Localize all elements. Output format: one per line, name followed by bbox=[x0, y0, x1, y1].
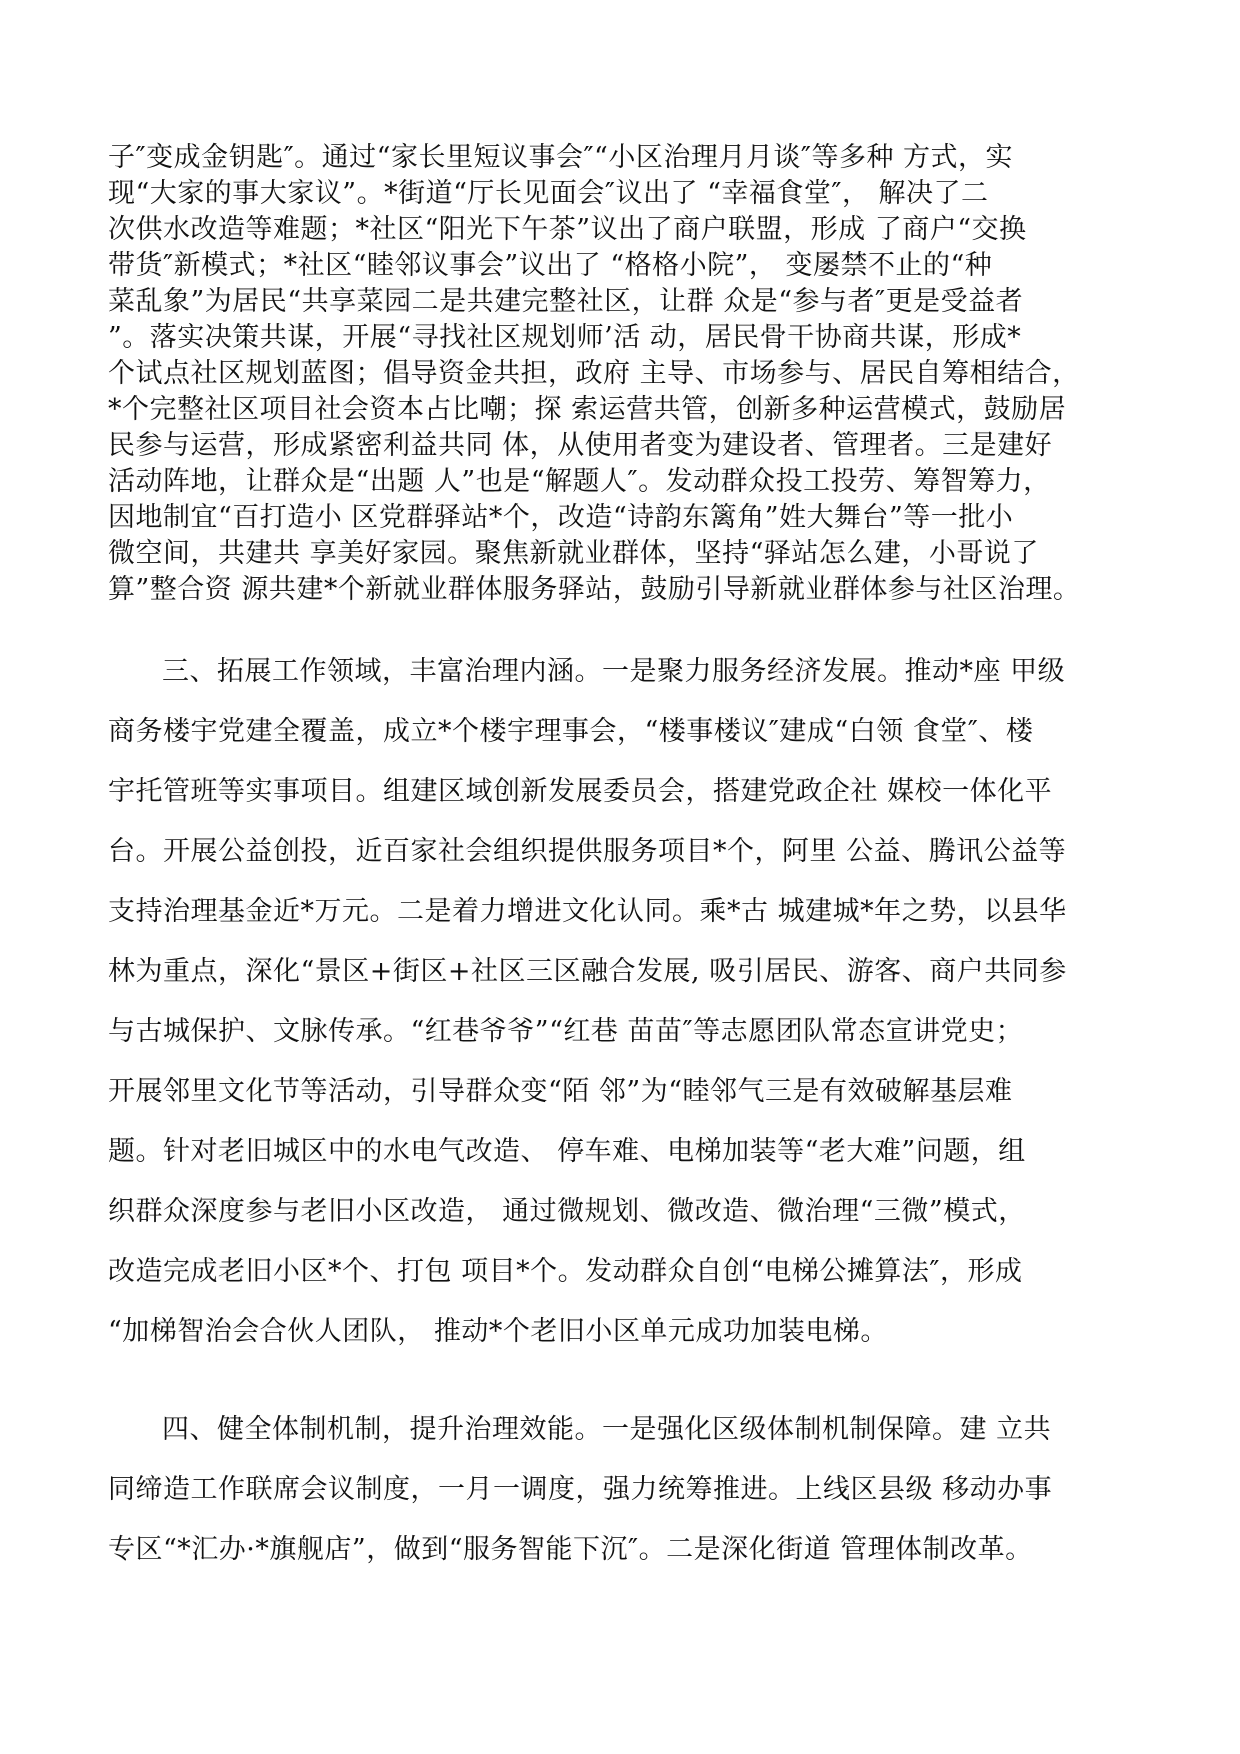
text-line: 子″变成金钥匙″。通过“家长里短议事会″“小区治理月月谈″等多种 方式，实 bbox=[108, 142, 1014, 173]
text-line: ”。落实决策共谋，开展“寻找社区规划师’活 动，居民骨干协商共谋，形成* bbox=[108, 322, 1022, 353]
text-line: 织群众深度参与老旧小区改造， 通过微规划、微改造、微治理“三微”模式， bbox=[108, 1196, 1026, 1227]
text-line: 商务楼宇党建全覆盖，成立*个楼宇理事会，“楼事楼议″建成“白领 食堂″、楼 bbox=[108, 716, 1034, 747]
text-line: 林为重点，深化“景区+街区+社区三区融合发展, 吸引居民、游客、商户共同参 bbox=[108, 956, 1067, 987]
text-line: 台。开展公益创投，近百家社会组织提供服务项目*个，阿里 公益、腾讯公益等 bbox=[108, 836, 1067, 867]
text-line: “加梯智治会合伙人团队， 推动*个老旧小区单元成功加装电梯。 bbox=[108, 1316, 888, 1347]
text-line: 支持治理基金近*万元。二是着力增进文化认同。乘*古 城建城*年之势，以县华 bbox=[108, 896, 1067, 927]
text-line: 改造完成老旧小区*个、打包 项目*个。发动群众自创“电梯公摊算法″，形成 bbox=[108, 1256, 1023, 1287]
text-line: 同缔造工作联席会议制度，一月一调度，强力统筹推进。上线区县级 移动办事 bbox=[108, 1474, 1053, 1505]
text-line: 专区“*汇办·*旗舰店”，做到“服务智能下沉″。二是深化街道 管理体制改革。 bbox=[108, 1534, 1033, 1565]
section-heading-line: 三、拓展工作领域，丰富治理内涵。一是聚力服务经济发展。推动*座 甲级 bbox=[162, 656, 1066, 687]
text-line: 带货″新模式；*社区“睦邻议事会”议出了 “格格小院”， 变屡禁不止的“种 bbox=[108, 250, 993, 281]
section-heading-line: 四、健全体制机制，提升治理效能。一是强化区级体制机制保障。建 立共 bbox=[162, 1414, 1052, 1445]
paragraph-section-four bbox=[108, 1400, 1148, 1580]
text-line: 因地制宜“百打造小 区党群驿站*个，改造“诗韵东篱角”姓大舞台”等一批小 bbox=[108, 502, 1014, 533]
text-line: 现“大家的事大家议”。*街道“厅长见面会″议出了 “幸福食堂″， 解决了二 bbox=[108, 178, 989, 209]
text-line: 活动阵地，让群众是“出题 人”也是“解题人″。发动群众投工投劳、筹智筹力， bbox=[108, 466, 1051, 497]
text-line: 与古城保护、文脉传承。“红巷爷爷”“红巷 苗苗″等志愿团队常态宣讲党史； bbox=[108, 1016, 1024, 1047]
text-line: 民参与运营，形成紧密利益共同 体，从使用者变为建设者、管理者。三是建好 bbox=[108, 430, 1053, 461]
text-line: 微空间，共建共 享美好家园。聚焦新就业群体，坚持“驿站怎么建，小哥说了 bbox=[108, 538, 1039, 569]
text-line: 菜乱象”为居民“共享菜园二是共建完整社区，让群 众是“参与者″更是受益者 bbox=[108, 286, 1024, 317]
text-line: 个试点社区规划蓝图；倡导资金共担，政府 主导、市场参与、居民自筹相结合， bbox=[108, 358, 1080, 389]
text-line: 算”整合资 源共建*个新就业群体服务驿站，鼓励引导新就业群体参与社区治理。 bbox=[108, 574, 1081, 605]
text-line: 次供水改造等难题；*社区“阳光下午茶”议出了商户联盟，形成 了商户“交换 bbox=[108, 214, 1027, 245]
paragraph-section-three bbox=[108, 642, 1148, 1362]
text-line: *个完整社区项目社会资本占比嘲；探 索运营共管，创新多种运营模式，鼓励居 bbox=[108, 394, 1067, 425]
text-line: 宇托管班等实事项目。组建区域创新发展委员会，搭建党政企社 媒校一体化平 bbox=[108, 776, 1053, 807]
paragraph-community-building bbox=[108, 140, 1148, 608]
document-page bbox=[108, 140, 1148, 1580]
text-line: 开展邻里文化节等活动，引导群众变“陌 邻”为“睦邻气三是有效破解基层难 bbox=[108, 1076, 1013, 1107]
text-line: 题。针对老旧城区中的水电气改造、 停车难、电梯加装等“老大难”问题，组 bbox=[108, 1136, 1026, 1167]
